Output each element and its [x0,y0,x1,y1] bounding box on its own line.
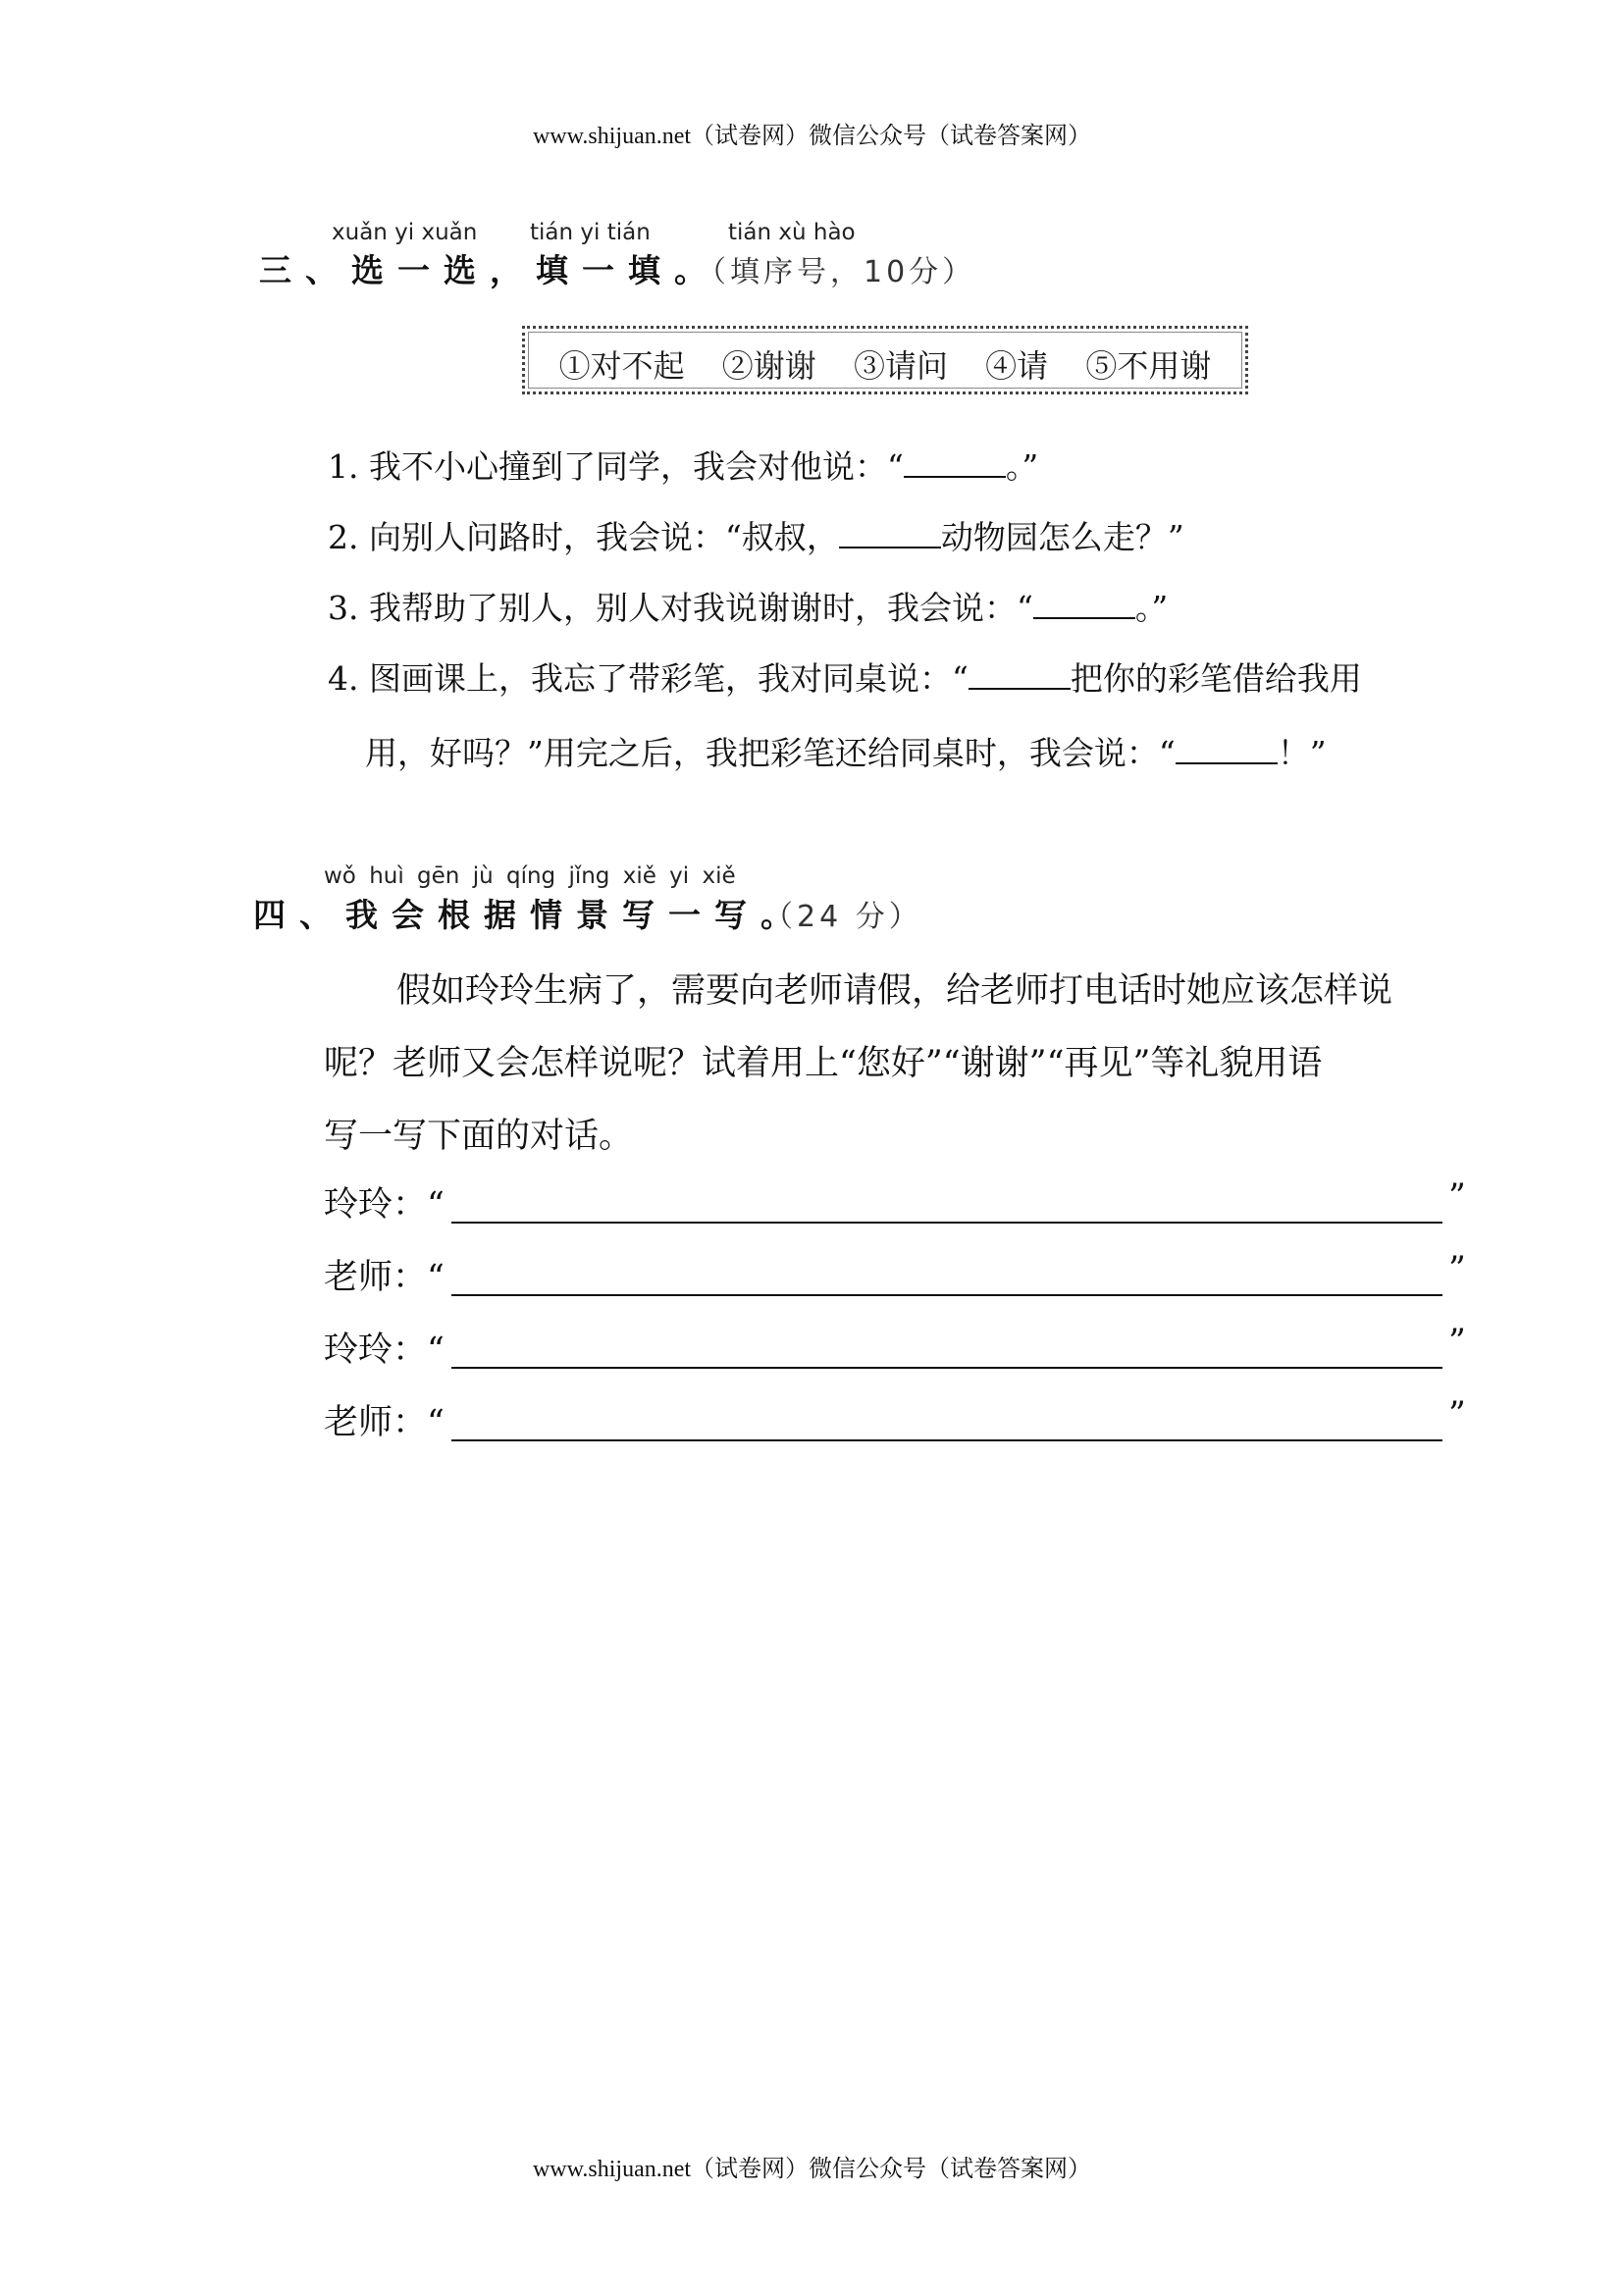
section4-title: 四、我会根据情景写一写。 [253,896,807,934]
options-row [525,341,1245,387]
dialog-label-2: 老师：“ [324,1258,445,1297]
pinyin-xuan-yi-xuan: xuǎn yi xuǎn [332,220,478,245]
answer-blank-1[interactable] [904,446,1006,478]
dialog-answer-line-4[interactable] [451,1439,1442,1441]
dialog-label-1: 玲玲：“ [324,1185,445,1225]
answer-blank-2[interactable] [839,517,941,548]
dialog-label-4: 老师：“ [324,1403,445,1442]
question-3: 3. 我帮助了别人，别人对我说谢谢时，我会说：“ 。” [328,589,1169,627]
option-4: ④请 [985,347,1049,385]
prompt-line-1: 假如玲玲生病了，需要向老师请假，给老师打电话时她应该怎样说 [396,971,1393,1011]
option-3: ③请问 [853,347,948,385]
answer-blank-4b[interactable] [1176,733,1278,764]
pinyin-tian-yi-tian: tián yi tián [530,220,651,245]
dialog-close-1: ” [1448,1177,1466,1217]
dialog-close-3: ” [1448,1323,1466,1362]
question-2: 2. 向别人问路时，我会说：“叔叔， 动物园怎么走？” [328,518,1184,556]
question-1: 1. 我不小心撞到了同学，我会对他说：“ 。” [328,447,1039,486]
dialog-close-2: ” [1448,1250,1466,1289]
dialog-label-3: 玲玲：“ [324,1331,445,1370]
question-4: 4. 图画课上，我忘了带彩笔，我对同桌说：“ 把你的彩笔借给我用 [328,659,1362,698]
section4-pinyin: wǒ huì gēn jù qíng jǐng xiě yi xiě [324,863,736,889]
dialog-close-4: ” [1448,1395,1466,1435]
option-1: ①对不起 [558,347,685,385]
pinyin-tian-xu-hao: tián xù hào [728,220,856,245]
dialog-answer-line-1[interactable] [451,1222,1442,1224]
page-footer: www.shijuan.net（试卷网）微信公众号（试卷答案网） [532,2157,1092,2182]
prompt-line-3: 写一写下面的对话。 [324,1117,634,1156]
answer-blank-4a[interactable] [969,658,1071,690]
page-header: www.shijuan.net（试卷网）微信公众号（试卷答案网） [532,124,1092,149]
section4-note: （24 分） [763,900,922,934]
dialog-answer-line-2[interactable] [451,1294,1442,1296]
prompt-line-2: 呢？老师又会怎样说呢？试着用上“您好”“谢谢”“再见”等礼貌用语 [324,1044,1323,1083]
section3-title: 三、选一选，填一填。 [259,251,720,289]
answer-blank-3[interactable] [1033,588,1135,619]
option-2: ②谢谢 [721,347,816,385]
option-5: ⑤不用谢 [1085,347,1212,385]
options-box [522,326,1248,394]
dialog-answer-line-3[interactable] [451,1367,1442,1369]
section3-note: （填序号，10分） [697,255,976,289]
question-4-continued: 用，好吗？”用完之后，我把彩笔还给同桌时，我会说：“ ！” [365,734,1327,772]
